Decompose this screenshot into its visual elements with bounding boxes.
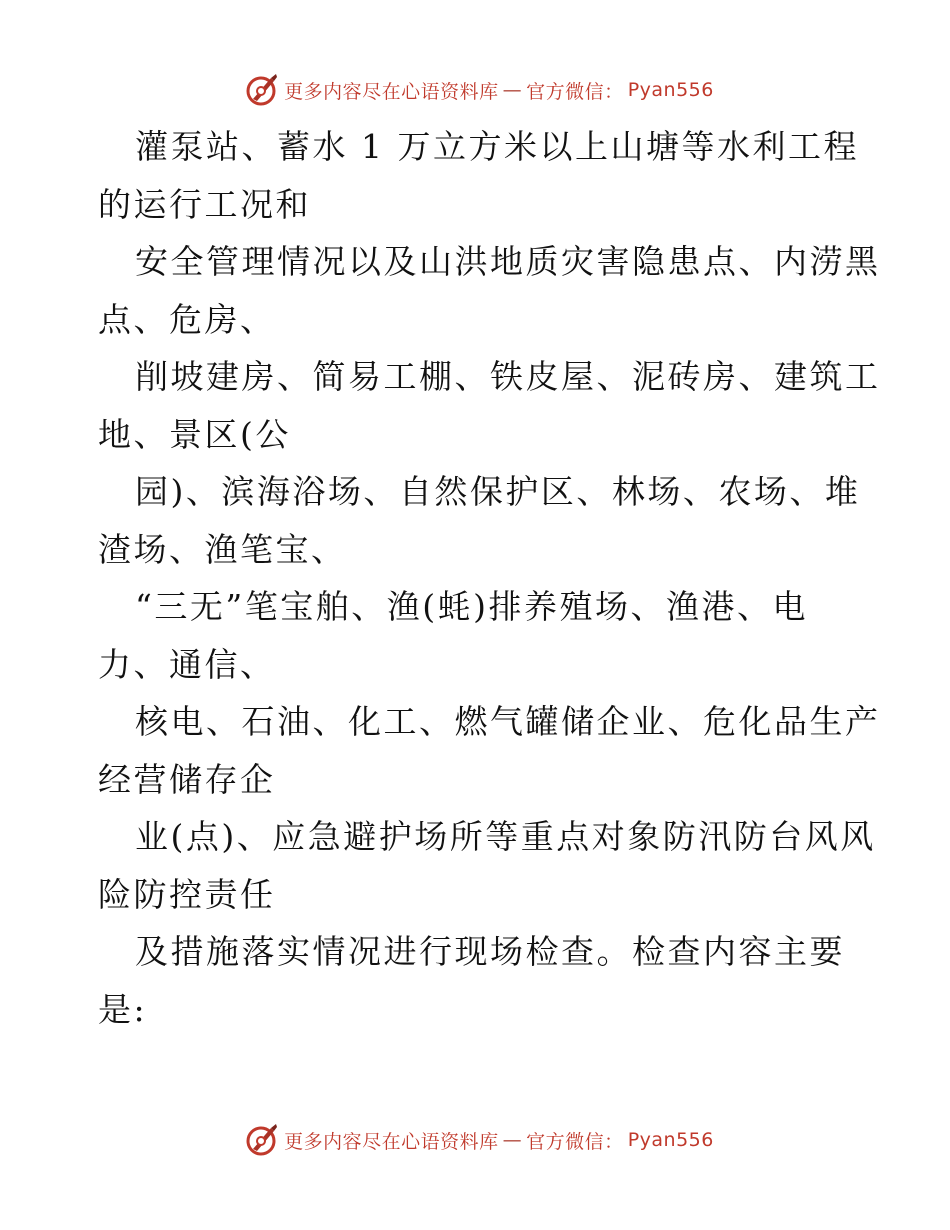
paragraph-line: 灌泵站、蓄水 1 万立方米以上山塘等水利工程: [135, 127, 859, 166]
paragraph-line: 险防控责任: [98, 874, 276, 914]
watermark-dash: —: [502, 1129, 523, 1151]
header-watermark: [0, 70, 950, 110]
watermark-dash: —: [502, 79, 523, 101]
document-body: [98, 118, 888, 1038]
paragraph-line: 经营储存企: [98, 759, 276, 799]
watermark-group: [244, 72, 714, 108]
paragraph-line: 核电、石油、化工、燃气罐储企业、危化品生产: [135, 702, 881, 741]
paragraph-line: 安全管理情况以及山洪地质灾害隐患点、内涝黑: [135, 242, 881, 281]
paragraph-line: 园)、滨海浴场、自然保护区、林场、农场、堆: [135, 472, 861, 511]
paragraph-line: “三无”笔宝舶、渔(蚝)排养殖场、渔港、电: [135, 587, 808, 626]
watermark-group: [244, 1122, 714, 1158]
quill-seal-icon: [244, 1122, 280, 1158]
paragraph-line: 地、景区(公: [98, 414, 291, 454]
watermark-wechat-id: Pyan556: [627, 1129, 714, 1151]
watermark-wechat-label: 官方微信：: [526, 1130, 624, 1153]
paragraph-line: 是:: [98, 989, 148, 1029]
quill-seal-icon: [244, 72, 280, 108]
paragraph-line: 力、通信、: [98, 644, 276, 684]
watermark-wechat-label: 官方微信：: [526, 80, 624, 103]
paragraph-line: 点、危房、: [98, 299, 276, 339]
paragraph-line: 削坡建房、简易工棚、铁皮屋、泥砖房、建筑工: [135, 357, 881, 396]
watermark-site-text: 更多内容尽在心语资料库: [284, 1130, 499, 1153]
paragraph-line: 及措施落实情况进行现场检查。检查内容主要: [135, 932, 845, 971]
footer-watermark: [0, 1120, 950, 1160]
paragraph-line: 的运行工况和: [98, 184, 311, 224]
watermark-wechat-id: Pyan556: [627, 79, 714, 101]
watermark-site-text: 更多内容尽在心语资料库: [284, 80, 499, 103]
paragraph-line: 业(点)、应急避护场所等重点对象防汛防台风风: [135, 817, 876, 856]
paragraph-line: 渣场、渔笔宝、: [98, 529, 347, 569]
